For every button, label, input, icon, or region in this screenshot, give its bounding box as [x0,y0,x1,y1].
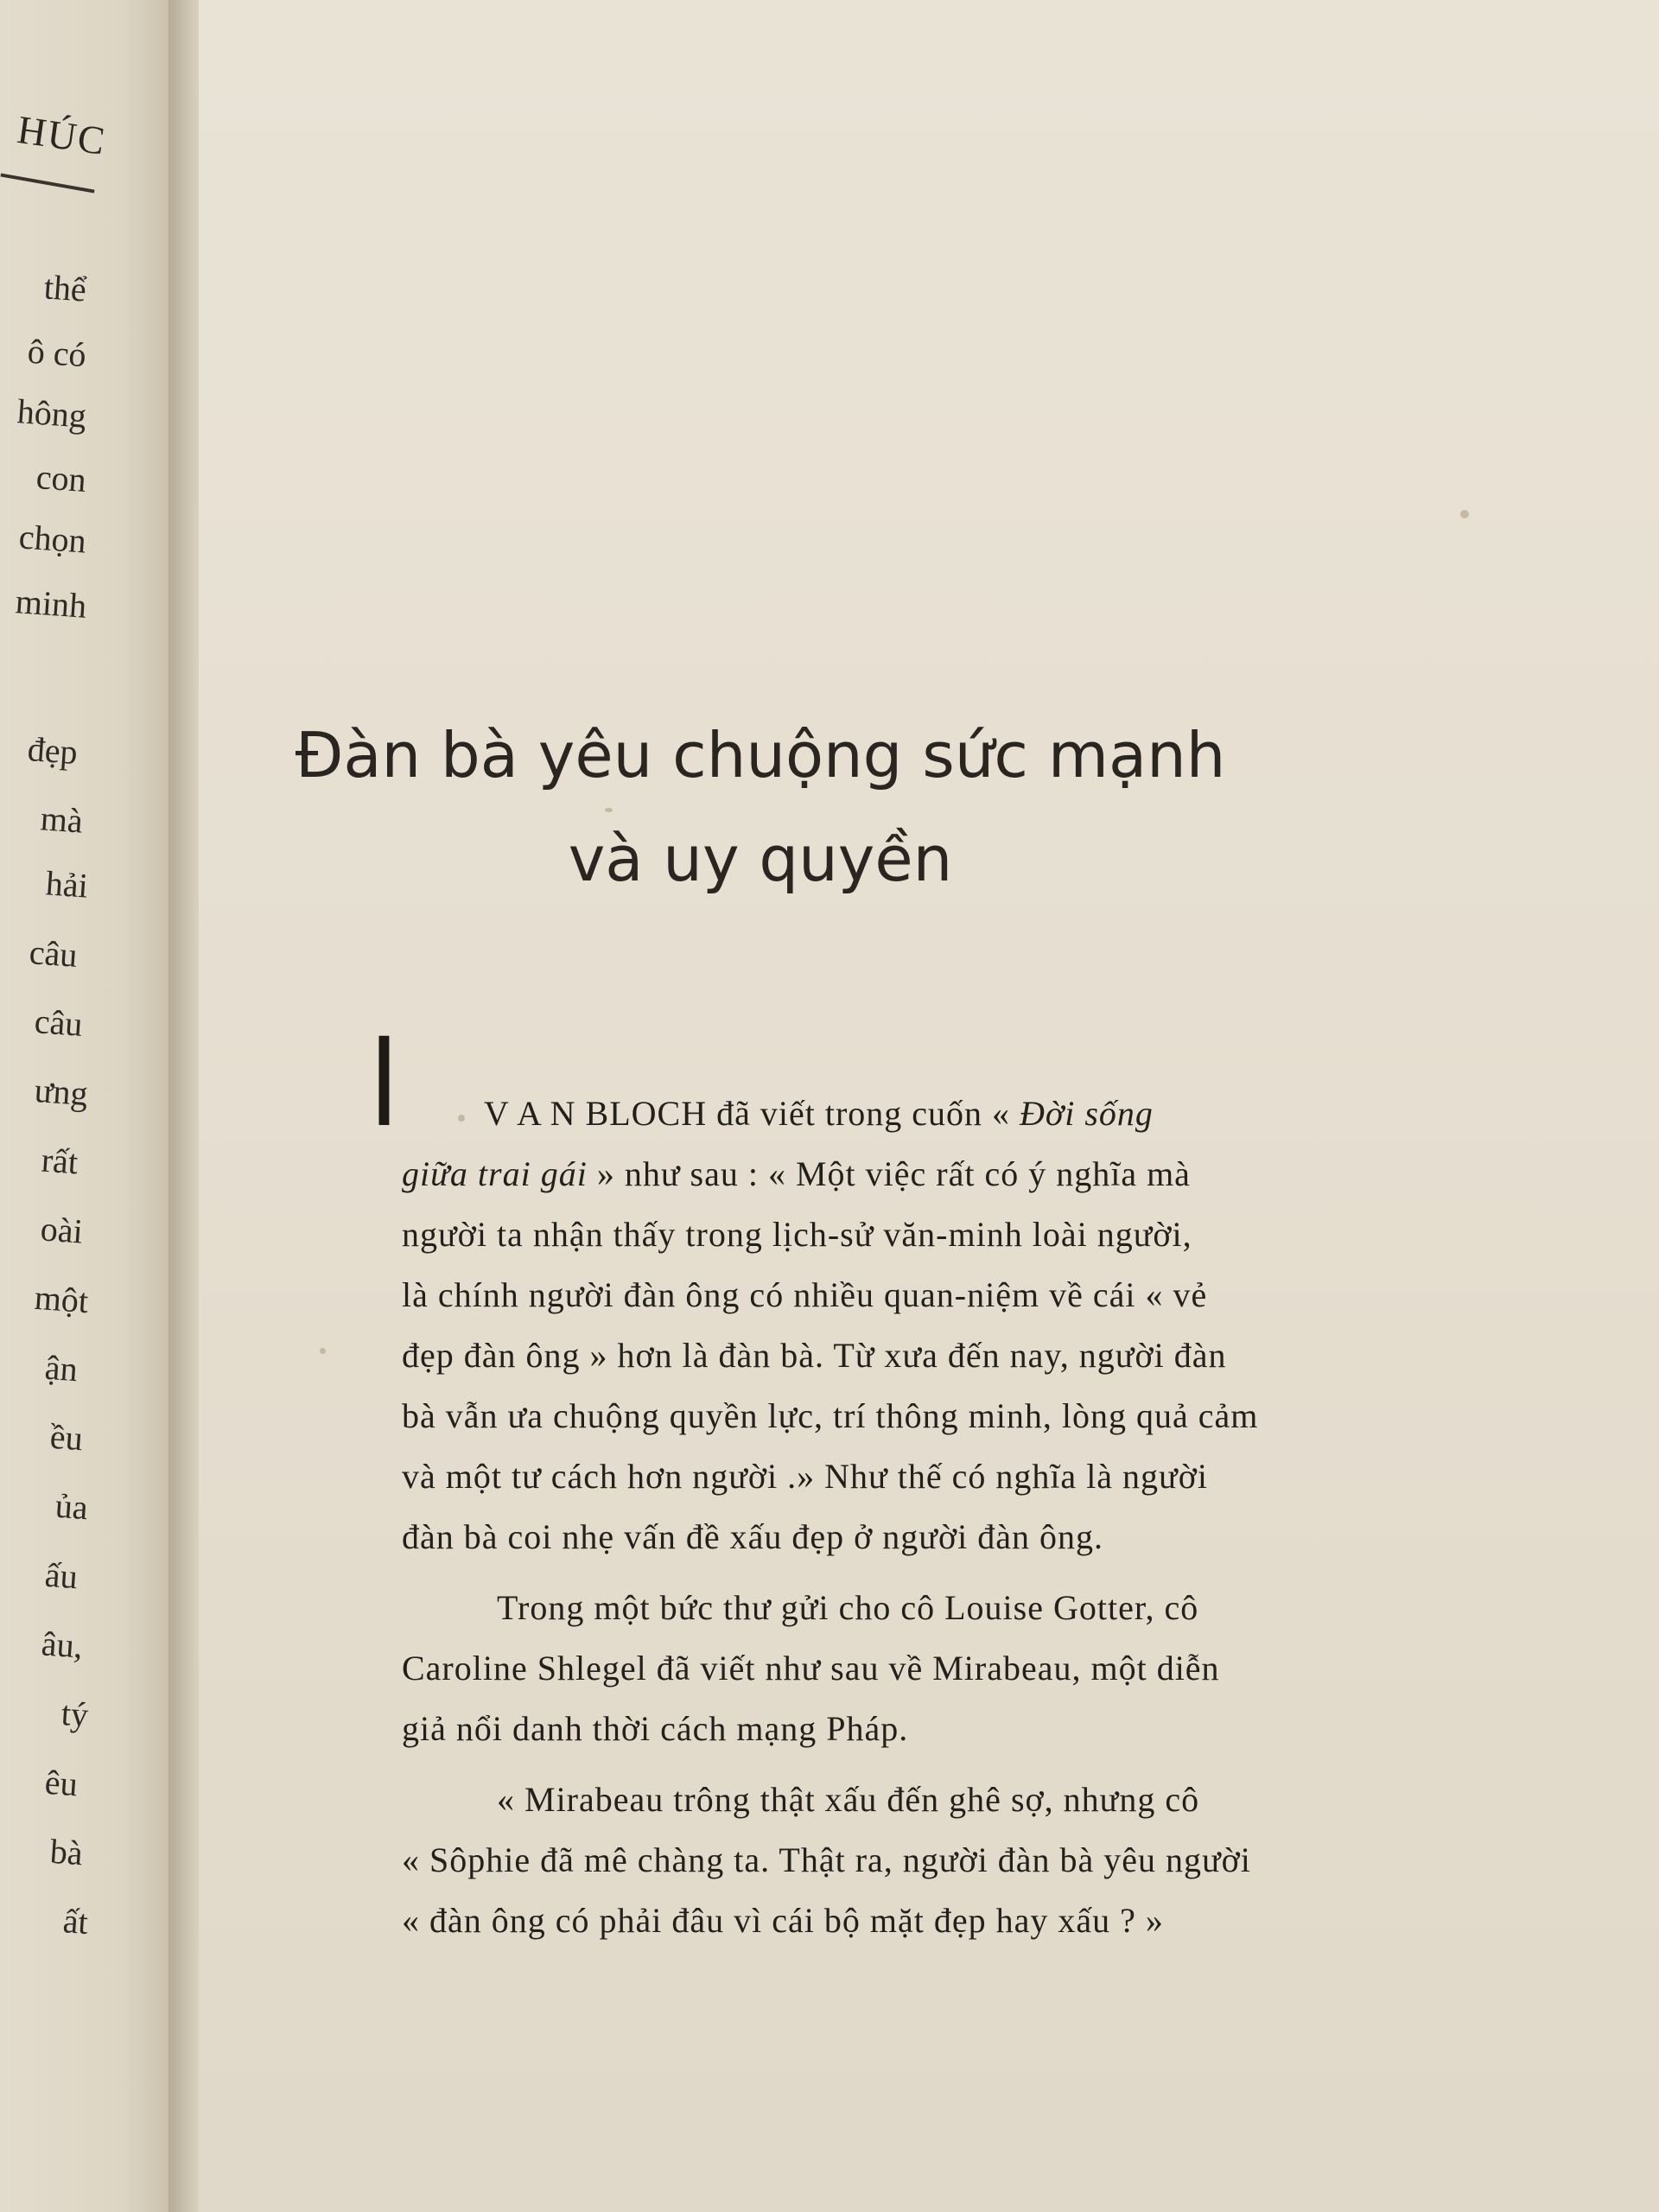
text-span: « Sôphie đã mê chàng ta. Thật ra, người đàn bà yêu người [402,1840,1251,1879]
text-line [402,1335,1226,1376]
left-page-fragment: ô có [26,331,88,375]
left-page-fragment: thể [42,267,88,309]
text-line [484,1093,1154,1134]
text-span: giả nổi danh thời cách mạng Pháp. [402,1709,909,1748]
left-page-fragment: minh [14,582,88,626]
text-span: và một tư cách hơn người .» Như thế có nghĩa là người [402,1457,1208,1496]
text-span: đẹp đàn ông » hơn là đàn bà. Từ xưa đến nay, người đàn [402,1336,1227,1375]
left-page [0,0,177,2212]
text-line [402,1456,1208,1497]
chapter-title-line-2: và uy quyền [568,823,953,895]
text-span: » như sau : « Một việc rất có ý nghĩa mà [587,1154,1191,1193]
left-page-fragment: đẹp [26,729,79,772]
text-line [402,1516,1103,1557]
text-span: bà vẫn ưa chuộng quyền lực, trí thông minh, lòng quả cảm [402,1396,1259,1435]
text-line [402,1274,1207,1315]
left-page-fragment: mà [39,798,85,841]
text-line [402,1900,1164,1941]
left-page-fragment: hông [16,391,88,435]
left-page-fragment: ủa [54,1485,90,1528]
left-page-fragment: ều [48,1416,85,1459]
text-span: là chính người đàn ông có nhiều quan-niệm về cái « vẻ [402,1275,1208,1314]
text-span: đàn bà coi nhẹ vấn đề xấu đẹp ở người đàn ông. [402,1517,1103,1556]
left-page-fragment: hải [44,863,90,906]
left-page-fragment: ất [61,1901,90,1942]
left-page-fragment: chọn [17,517,88,561]
text-span: « Mirabeau trông thật xấu đến ghê sợ, nhưng cô [497,1780,1200,1819]
left-page-fragment: bà [48,1831,85,1873]
text-span: « đàn ông có phải đâu vì cái bộ mặt đẹp hay xấu ? » [402,1901,1164,1940]
left-page-fragment: ưng [33,1070,90,1114]
left-page-fragment: rất [40,1140,79,1182]
left-page-fragment: một [33,1277,90,1321]
text-line [402,1648,1220,1688]
left-page-fragment: âu, [40,1624,85,1666]
text-span: V A N BLOCH đã viết trong cuốn « [484,1094,1020,1133]
text-line [402,1214,1192,1255]
text-line [497,1779,1199,1820]
text-line [497,1587,1198,1628]
left-page-fragment: câu [28,932,79,975]
text-line [402,1154,1191,1194]
left-page-fragment: ấu [43,1554,79,1597]
chapter-title-line-1: Đàn bà yêu chuộng sức mạnh [295,719,1226,791]
left-page-fragment: ận [43,1347,79,1389]
left-page-fragment: con [35,457,88,499]
drop-cap: I [374,1007,394,1153]
left-page-fragment: êu [43,1762,79,1804]
text-line [402,1395,1258,1436]
text-span: Caroline Shlegel đã viết như sau về Mirabeau, một diễn [402,1649,1220,1688]
text-span: Trong một bức thư gửi cho cô Louise Gotter, cô [497,1588,1199,1627]
text-line [402,1840,1251,1880]
text-span: người ta nhận thấy trong lịch-sử văn-minh loài người, [402,1215,1192,1254]
left-page-rule [0,173,94,193]
left-page-fragment: oài [39,1209,85,1251]
italic-text: giữa trai gái [402,1154,588,1193]
left-page-header: HÚC [14,107,110,163]
text-line [402,1708,908,1749]
italic-text: Đời sống [1020,1094,1154,1133]
left-page-fragment: câu [33,1001,85,1044]
left-page-fragment: tý [60,1693,90,1735]
